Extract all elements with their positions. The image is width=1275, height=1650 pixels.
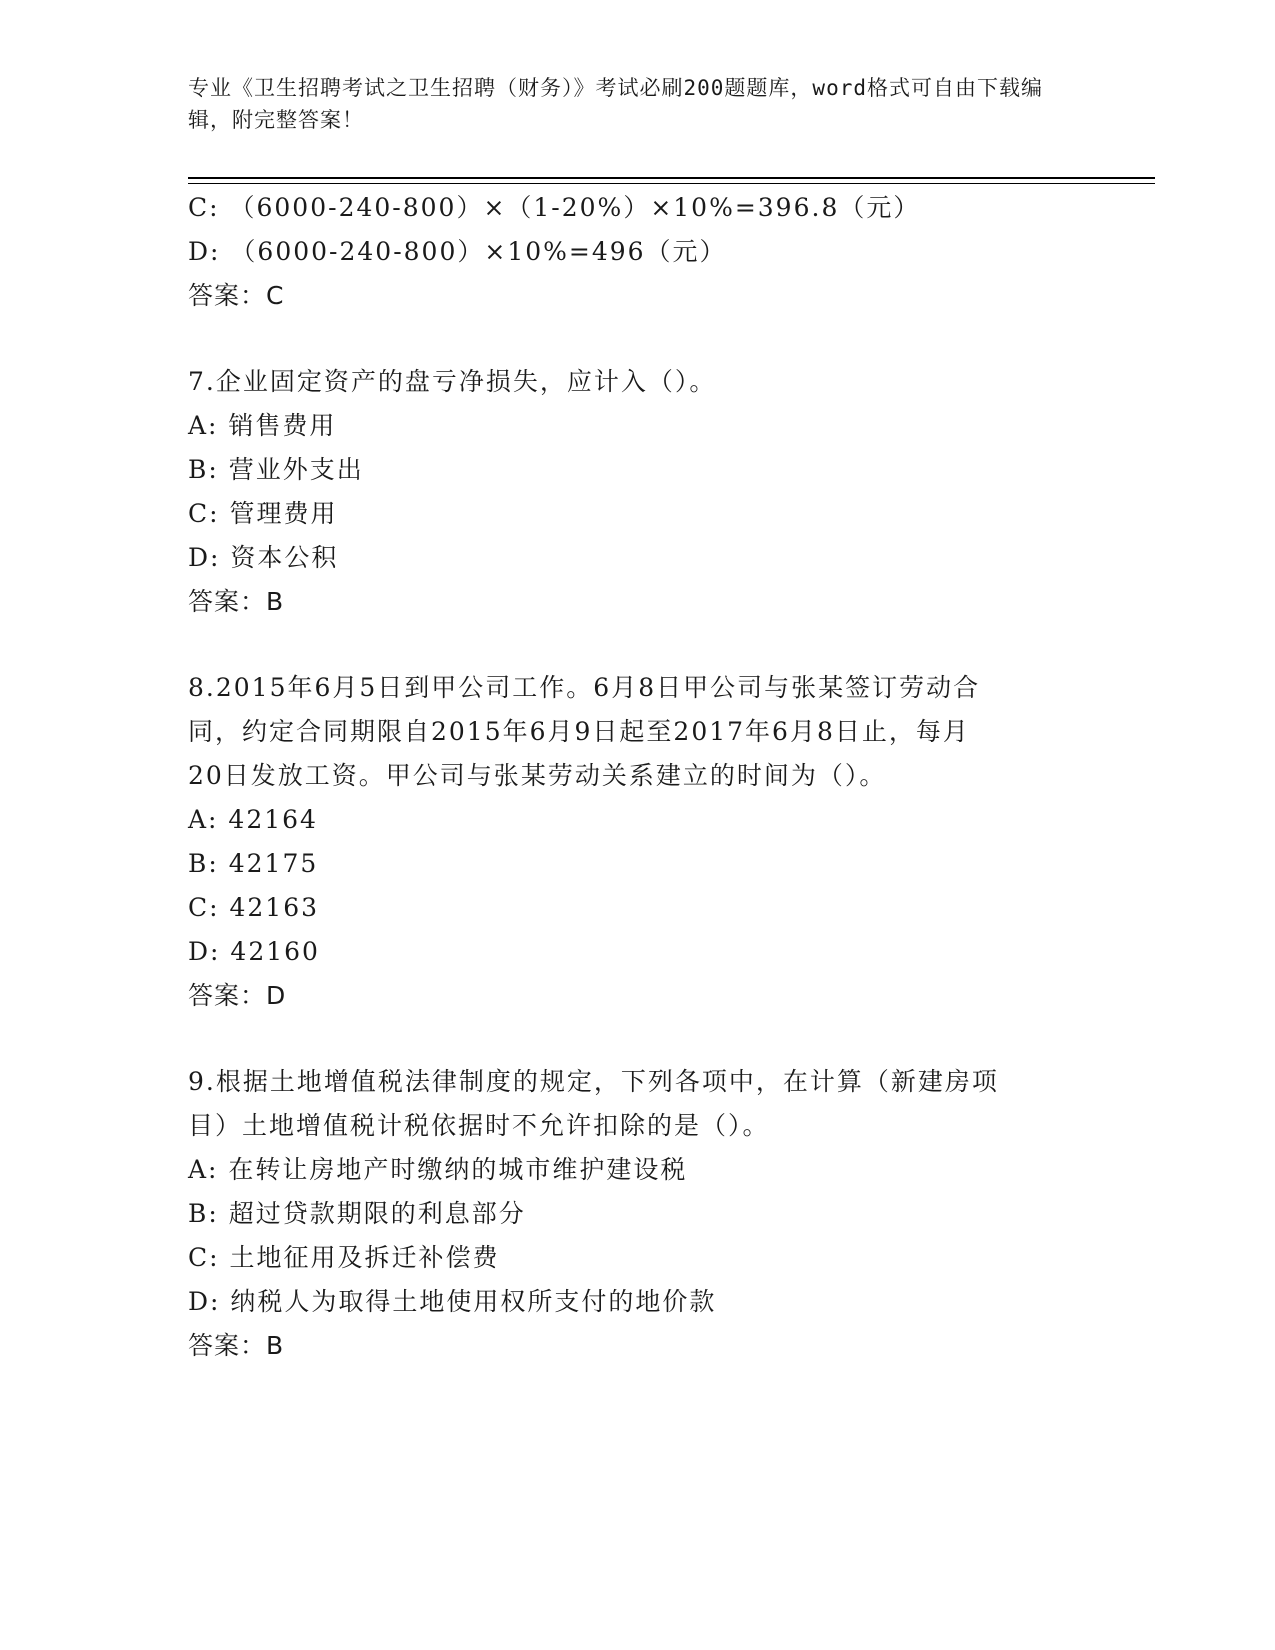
q9-option-c: C: 土地征用及拆迁补偿费 bbox=[188, 1243, 500, 1272]
q7-answer: 答案：B bbox=[188, 587, 285, 616]
q9-option-d: D: 纳税人为取得土地使用权所支付的地价款 bbox=[188, 1287, 717, 1316]
q9-stem-line-1: 9.根据土地增值税法律制度的规定，下列各项中，在计算（新建房项 bbox=[188, 1067, 999, 1096]
q8-option-c: C: 42163 bbox=[188, 893, 320, 922]
q7-option-a: A: 销售费用 bbox=[188, 411, 337, 440]
q8-stem-line-1: 8.2015年6月5日到甲公司工作。6月8日甲公司与张某签订劳动合 bbox=[188, 673, 981, 702]
q7-option-d: D: 资本公积 bbox=[188, 543, 339, 572]
header-divider-thin bbox=[188, 183, 1155, 184]
q8-option-d: D: 42160 bbox=[188, 937, 320, 966]
q9-stem-line-2: 目）土地增值税计税依据时不允许扣除的是（）。 bbox=[188, 1111, 770, 1140]
header-divider-thick bbox=[188, 177, 1155, 179]
q9-option-a: A: 在转让房地产时缴纳的城市维护建设税 bbox=[188, 1155, 688, 1184]
q8-stem-line-2: 同，约定合同期限自2015年6月9日起至2017年6月8日止，每月 bbox=[188, 717, 970, 746]
q8-stem-line-3: 20日发放工资。甲公司与张某劳动关系建立的时间为（）。 bbox=[188, 761, 887, 790]
q8-answer: 答案：D bbox=[188, 981, 287, 1010]
q8-option-a: A: 42164 bbox=[188, 805, 318, 834]
q6-option-d: D: （6000-240-800）×10%=496（元） bbox=[188, 237, 727, 266]
q9-option-b: B: 超过贷款期限的利息部分 bbox=[188, 1199, 526, 1228]
q9-answer: 答案：B bbox=[188, 1331, 285, 1360]
q6-option-c: C: （6000-240-800）×（1-20%）×10%=396.8（元） bbox=[188, 193, 921, 222]
q7-option-b: B: 营业外支出 bbox=[188, 455, 364, 484]
q7-stem: 7.企业固定资产的盘亏净损失，应计入（）。 bbox=[188, 367, 717, 396]
document-header: 专业《卫生招聘考试之卫生招聘（财务）》考试必刷200题题库，word格式可自由下载编辑，附完整答案！ bbox=[188, 76, 1043, 132]
q8-option-b: B: 42175 bbox=[188, 849, 319, 878]
q7-option-c: C: 管理费用 bbox=[188, 499, 338, 528]
q6-answer: 答案：C bbox=[188, 281, 285, 310]
